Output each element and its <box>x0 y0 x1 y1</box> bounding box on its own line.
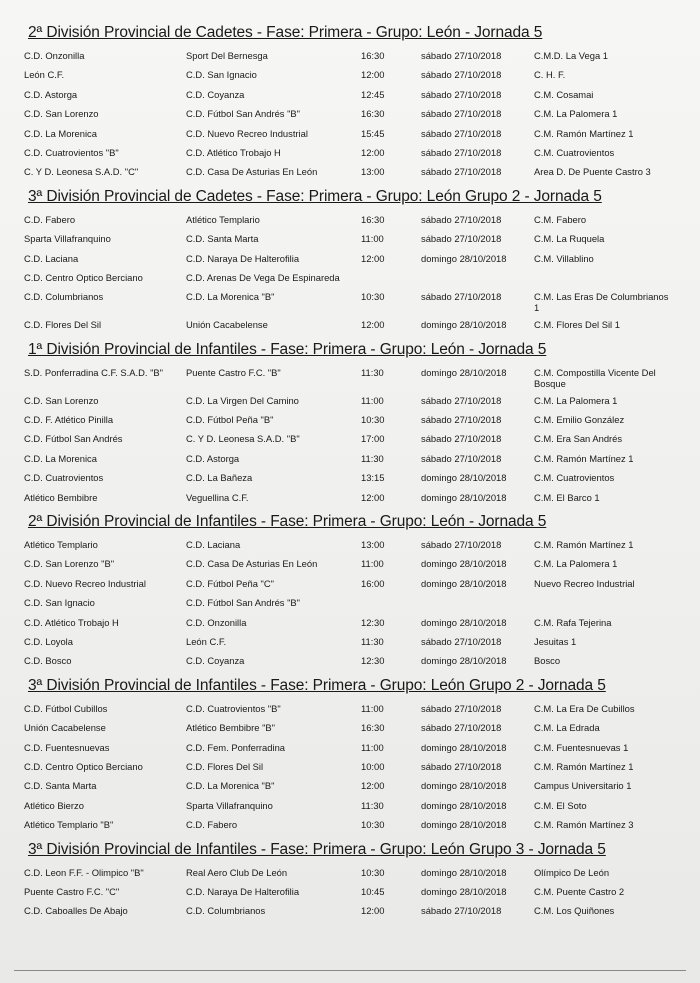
fixture-row <box>24 593 692 612</box>
fixture-row <box>24 65 692 84</box>
match-time: 11:00 <box>361 702 384 714</box>
match-time: 11:00 <box>361 394 384 406</box>
away-team: C.D. Fútbol Peña "C" <box>186 577 274 589</box>
home-team: Atlético Templario <box>24 539 98 551</box>
venue: C.M. Las Eras De Columbrianos 1 <box>534 291 669 314</box>
match-date: domingo 28/10/2018 <box>421 799 507 811</box>
match-date: sábado 27/10/2018 <box>421 108 502 120</box>
home-team: C.D. Fuentesnuevas <box>24 741 110 753</box>
section-title: 3ª División Provincial de Cadetes - Fase: Primera - Grupo: León Grupo 2 - Jornada 5 <box>28 187 602 205</box>
venue: C.M. Fuentesnuevas 1 <box>534 741 629 753</box>
match-time: 11:30 <box>361 799 384 811</box>
away-team: C.D. San Ignacio <box>186 69 257 81</box>
fixture-row <box>24 488 692 507</box>
home-team: C.D. La Morenica <box>24 452 97 464</box>
match-time: 16:30 <box>361 722 385 734</box>
away-team: C.D. Fem. Ponferradina <box>186 741 285 753</box>
home-team: C.D. Fabero <box>24 213 76 225</box>
venue: C.M. Los Quiñones <box>534 905 615 917</box>
fixture-row <box>24 901 692 920</box>
fixture-row <box>24 554 692 573</box>
match-time: 13:00 <box>361 166 385 178</box>
home-team: C.D. San Lorenzo "B" <box>24 558 115 570</box>
match-date: sábado 27/10/2018 <box>421 50 502 61</box>
section-title: 3ª División Provincial de Infantiles - Fase: Primera - Grupo: León Grupo 2 - Jornada 5 <box>28 676 606 694</box>
home-team: C.D. Leon F.F. - Olimpico "B" <box>24 866 144 878</box>
match-time: 10:30 <box>361 414 385 426</box>
match-date: sábado 27/10/2018 <box>421 433 502 445</box>
away-team: C.D. Naraya De Halterofilia <box>186 885 300 897</box>
home-team: C.D. Centro Optico Berciano <box>24 760 143 772</box>
fixture-row <box>24 468 692 487</box>
away-team: C.D. Onzonilla <box>186 616 247 628</box>
section-title: 3ª División Provincial de Infantiles - Fase: Primera - Grupo: León Grupo 3 - Jornada 5 <box>28 840 606 858</box>
away-team: C.D. Coyanza <box>186 655 245 667</box>
away-team: C.D. Fútbol Peña "B" <box>186 414 274 426</box>
fixture-row <box>24 287 692 315</box>
home-team: C.D. Cuatrovientos "B" <box>24 146 119 158</box>
away-team: C.D. Astorga <box>186 452 240 464</box>
venue: C.M. Cuatrovientos <box>534 472 615 484</box>
match-date: sábado 27/10/2018 <box>421 760 502 772</box>
away-team: C.D. Atlético Trobajo H <box>186 146 281 158</box>
match-date: sábado 27/10/2018 <box>421 69 502 81</box>
venue: C.M. Era San Andrés <box>534 433 623 445</box>
bottom-rule <box>14 970 686 971</box>
away-team: C.D. Nuevo Recreo Industrial <box>186 127 308 139</box>
home-team: Puente Castro F.C. "C" <box>24 885 120 897</box>
fixture-row <box>24 613 692 632</box>
away-team: C.D. Fútbol San Andrés "B" <box>186 597 301 609</box>
venue: C.M. Ramón Martínez 1 <box>534 452 634 464</box>
match-time: 12:30 <box>361 616 385 628</box>
home-team: C.D. La Morenica <box>24 127 97 139</box>
home-team: C.D. Fútbol San Andrés <box>24 433 123 445</box>
match-time: 12:30 <box>361 655 385 667</box>
match-date: sábado 27/10/2018 <box>421 905 502 917</box>
fixture-section <box>24 341 692 507</box>
match-time: 13:15 <box>361 472 385 484</box>
venue: C. H. F. <box>534 69 566 81</box>
venue: C.M. Cuatrovientos <box>534 146 615 158</box>
venue: C.M. Ramón Martínez 3 <box>534 819 634 831</box>
match-time: 15:45 <box>361 127 385 139</box>
fixture-row <box>24 796 692 815</box>
fixture-row <box>24 863 692 882</box>
away-team: Puente Castro F.C. "B" <box>186 366 281 378</box>
match-time: 10:45 <box>361 885 385 897</box>
venue: C.M. La Edrada <box>534 722 600 734</box>
away-team: C.D. La Morenica "B" <box>186 780 275 792</box>
venue: C.M. La Era De Cubillos <box>534 702 635 714</box>
match-date: sábado 27/10/2018 <box>421 88 502 100</box>
fixture-row <box>24 229 692 248</box>
fixture-row <box>24 85 692 104</box>
away-team: C.D. La Bañeza <box>186 472 253 484</box>
venue: Olímpico De León <box>534 866 610 878</box>
fixture-section <box>24 513 692 671</box>
away-team: Sport Del Bernesga <box>186 50 268 61</box>
fixture-row <box>24 46 692 65</box>
match-date: domingo 28/10/2018 <box>421 741 507 753</box>
match-time: 11:00 <box>361 558 384 570</box>
fixture-row <box>24 249 692 268</box>
match-time: 10:30 <box>361 291 385 303</box>
match-time: 12:00 <box>361 69 385 81</box>
home-team: C.D. San Ignacio <box>24 597 95 609</box>
fixture-row <box>24 363 692 391</box>
venue: Campus Universitario 1 <box>534 780 632 792</box>
venue <box>534 268 674 272</box>
match-date: domingo 28/10/2018 <box>421 491 507 503</box>
match-date: domingo 28/10/2018 <box>421 819 507 831</box>
match-time <box>361 268 421 272</box>
match-date: sábado 27/10/2018 <box>421 127 502 139</box>
home-team: León C.F. <box>24 69 65 81</box>
away-team: León C.F. <box>186 635 227 647</box>
fixture-row <box>24 449 692 468</box>
match-time: 12:00 <box>361 491 385 503</box>
match-date: domingo 28/10/2018 <box>421 472 507 484</box>
venue: C.M. Compostilla Vicente Del Bosque <box>534 366 656 389</box>
away-team: Unión Cacabelense <box>186 319 268 331</box>
venue: C.M. El Barco 1 <box>534 491 600 503</box>
home-team: C.D. Fútbol Cubillos <box>24 702 108 714</box>
home-team: C.D. Onzonilla <box>24 50 85 61</box>
venue: C.M. Emilio González <box>534 414 625 426</box>
away-team: C.D. Coyanza <box>186 88 245 100</box>
venue: Bosco <box>534 655 561 667</box>
match-time: 11:30 <box>361 366 384 378</box>
home-team: Atlético Bierzo <box>24 799 84 811</box>
match-time: 10:30 <box>361 819 385 831</box>
away-team: C.D. Casa De Asturias En León <box>186 558 318 570</box>
match-time: 16:00 <box>361 577 385 589</box>
away-team: Atlético Templario <box>186 213 260 225</box>
away-team: C.D. Naraya De Halterofilia <box>186 252 300 264</box>
venue: Jesuitas 1 <box>534 635 577 647</box>
venue: C.M. Fabero <box>534 213 587 225</box>
fixture-row <box>24 535 692 554</box>
fixture-row <box>24 632 692 651</box>
home-team: S.D. Ponferradina C.F. S.A.D. "B" <box>24 366 163 378</box>
fixture-section <box>24 188 692 335</box>
fixture-row <box>24 104 692 123</box>
fixture-row <box>24 124 692 143</box>
match-date: sábado 27/10/2018 <box>421 539 502 551</box>
home-team: C.D. Bosco <box>24 655 72 667</box>
match-time <box>361 593 421 597</box>
home-team: C.D. Nuevo Recreo Industrial <box>24 577 146 589</box>
fixture-section <box>24 677 692 835</box>
away-team: Sparta Villafranquino <box>186 799 273 811</box>
away-team: C.D. Fútbol San Andrés "B" <box>186 108 301 120</box>
match-date: sábado 27/10/2018 <box>421 722 502 734</box>
match-time: 11:00 <box>361 741 384 753</box>
match-time: 16:30 <box>361 50 385 61</box>
fixture-row <box>24 757 692 776</box>
away-team: C.D. La Virgen Del Camino <box>186 394 299 406</box>
fixture-section <box>24 841 692 921</box>
home-team: Atlético Templario "B" <box>24 819 114 831</box>
match-time: 16:30 <box>361 108 385 120</box>
match-date: domingo 28/10/2018 <box>421 866 507 878</box>
home-team: C.D. Columbrianos <box>24 291 104 303</box>
away-team: C.D. Fabero <box>186 819 238 831</box>
match-date: sábado 27/10/2018 <box>421 166 502 178</box>
away-team: C. Y D. Leonesa S.A.D. "B" <box>186 433 300 445</box>
venue: C.M. Ramón Martínez 1 <box>534 539 634 551</box>
fixture-row <box>24 651 692 670</box>
venue: C.M. La Palomera 1 <box>534 558 618 570</box>
fixture-row <box>24 143 692 162</box>
venue: C.M. La Palomera 1 <box>534 394 618 406</box>
fixture-row <box>24 882 692 901</box>
match-date: domingo 28/10/2018 <box>421 252 507 264</box>
match-date: sábado 27/10/2018 <box>421 702 502 714</box>
home-team: C.D. Loyola <box>24 635 73 647</box>
venue <box>534 593 674 597</box>
section-title: 2ª División Provincial de Cadetes - Fase: Primera - Grupo: León - Jornada 5 <box>28 24 543 41</box>
match-date: domingo 28/10/2018 <box>421 319 507 331</box>
match-date <box>421 593 534 597</box>
away-team: C.D. Laciana <box>186 539 241 551</box>
venue: C.M. Ramón Martínez 1 <box>534 760 634 772</box>
away-team: C.D. Santa Marta <box>186 233 259 245</box>
match-date: sábado 27/10/2018 <box>421 414 502 426</box>
home-team: Sparta Villafranquino <box>24 233 111 245</box>
match-time: 11:30 <box>361 635 384 647</box>
match-date: domingo 28/10/2018 <box>421 780 507 792</box>
away-team: C.D. Casa De Asturias En León <box>186 166 318 178</box>
away-team: C.D. Flores Del Sil <box>186 760 264 772</box>
fixture-row <box>24 162 692 181</box>
section-title: 2ª División Provincial de Infantiles - Fase: Primera - Grupo: León - Jornada 5 <box>28 513 547 531</box>
fixture-row <box>24 738 692 757</box>
away-team: C.D. Cuatrovientos "B" <box>186 702 281 714</box>
fixture-section <box>24 24 692 182</box>
home-team: C.D. Flores Del Sil <box>24 319 102 331</box>
home-team: C.D. Atlético Trobajo H <box>24 616 119 628</box>
home-team: C.D. Caboalles De Abajo <box>24 905 128 917</box>
home-team: Atlético Bembibre <box>24 491 98 503</box>
venue: Area D. De Puente Castro 3 <box>534 166 651 178</box>
match-date: sábado 27/10/2018 <box>421 146 502 158</box>
venue: C.M. Ramón Martínez 1 <box>534 127 634 139</box>
home-team: C.D. F. Atlético Pinilla <box>24 414 114 426</box>
home-team: C.D. San Lorenzo <box>24 108 99 120</box>
match-date: domingo 28/10/2018 <box>421 366 507 378</box>
away-team: C.D. Arenas De Vega De Espinareda <box>186 271 340 283</box>
match-time: 17:00 <box>361 433 385 445</box>
match-time: 12:00 <box>361 905 385 917</box>
match-time: 10:30 <box>361 866 385 878</box>
match-time: 12:00 <box>361 146 385 158</box>
match-time: 13:00 <box>361 539 385 551</box>
match-date: sábado 27/10/2018 <box>421 233 502 245</box>
fixture-row <box>24 391 692 410</box>
match-time: 12:45 <box>361 88 385 100</box>
fixture-row <box>24 718 692 737</box>
venue: Nuevo Recreo Industrial <box>534 577 635 589</box>
match-date <box>421 268 534 272</box>
away-team: Atlético Bembibre "B" <box>186 722 275 734</box>
home-team: C. Y D. Leonesa S.A.D. "C" <box>24 166 139 178</box>
match-time: 11:30 <box>361 452 384 464</box>
home-team: C.D. Centro Optico Berciano <box>24 271 143 283</box>
away-team: C.D. La Morenica "B" <box>186 291 275 303</box>
away-team: C.D. Columbrianos <box>186 905 266 917</box>
venue: C.M. Rafa Tejerina <box>534 616 612 628</box>
match-date: domingo 28/10/2018 <box>421 616 507 628</box>
venue: C.M.D. La Vega 1 <box>534 50 608 61</box>
match-date: sábado 27/10/2018 <box>421 635 502 647</box>
match-date: domingo 28/10/2018 <box>421 655 507 667</box>
venue: C.M. Flores Del Sil 1 <box>534 319 620 331</box>
match-date: domingo 28/10/2018 <box>421 577 507 589</box>
match-time: 12:00 <box>361 252 385 264</box>
venue: C.M. Villablino <box>534 252 594 264</box>
venue: C.M. La Palomera 1 <box>534 108 618 120</box>
venue: C.M. El Soto <box>534 799 587 811</box>
match-time: 11:00 <box>361 233 384 245</box>
venue: C.M. Puente Castro 2 <box>534 885 625 897</box>
match-date: sábado 27/10/2018 <box>421 452 502 464</box>
match-time: 12:00 <box>361 319 385 331</box>
section-title: 1ª División Provincial de Infantiles - Fase: Primera - Grupo: León - Jornada 5 <box>28 340 547 358</box>
home-team: C.D. Santa Marta <box>24 780 97 792</box>
fixture-row <box>24 410 692 429</box>
home-team: Unión Cacabelense <box>24 722 106 734</box>
fixture-row <box>24 574 692 593</box>
match-date: sábado 27/10/2018 <box>421 291 502 303</box>
away-team: Veguellina C.F. <box>186 491 249 503</box>
home-team: C.D. Cuatrovientos <box>24 472 104 484</box>
fixture-row <box>24 268 692 287</box>
match-date: sábado 27/10/2018 <box>421 394 502 406</box>
home-team: C.D. San Lorenzo <box>24 394 99 406</box>
fixture-row <box>24 315 692 334</box>
match-time: 16:30 <box>361 213 385 225</box>
match-date: sábado 27/10/2018 <box>421 213 502 225</box>
fixture-row <box>24 429 692 448</box>
fixture-row <box>24 815 692 834</box>
venue: C.M. La Ruquela <box>534 233 605 245</box>
venue: C.M. Cosamai <box>534 88 594 100</box>
match-time: 12:00 <box>361 780 385 792</box>
fixture-row <box>24 699 692 718</box>
match-date: domingo 28/10/2018 <box>421 558 507 570</box>
home-team: C.D. Astorga <box>24 88 78 100</box>
match-time: 10:00 <box>361 760 385 772</box>
fixture-row <box>24 776 692 795</box>
home-team: C.D. Laciana <box>24 252 79 264</box>
fixture-row <box>24 210 692 229</box>
match-date: domingo 28/10/2018 <box>421 885 507 897</box>
away-team: Real Aero Club De León <box>186 866 288 878</box>
